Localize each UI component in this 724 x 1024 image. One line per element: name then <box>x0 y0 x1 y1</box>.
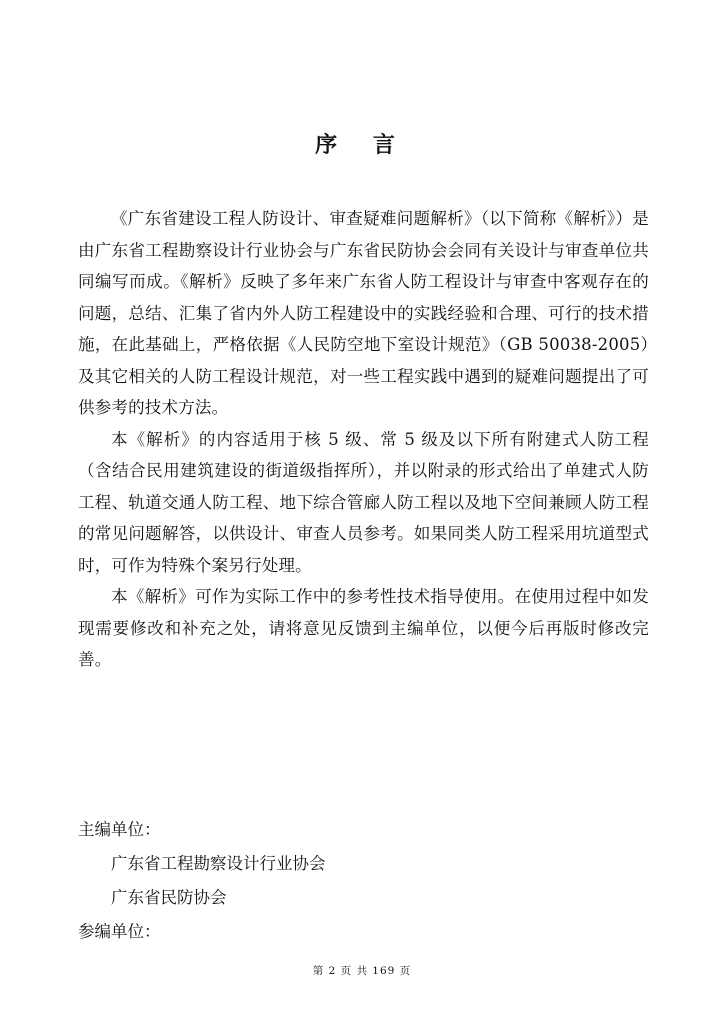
paragraph-1: 《广东省建设工程人防设计、审查疑难问题解析》（以下简称《解析》）是由广东省工程勘察设计行业协会与广东省民防协会会同有关设计与审查单位共同编写而成。《解析》反映了多年来广东省人防工程设计与审查中客观存在的问题，总结、汇集了省内外人防工程建设中的实践经验和合理、可行的技术措施，在此基础上，严格依据《人民防空地下室设计规范》（GB 50038-2005）及其它相关的人防工程设计规范，对一些工程实践中遇到的疑难问题提出了可供参考的技术方法。 <box>78 209 649 417</box>
paragraph-2: 本《解析》的内容适用于核 5 级、常 5 级及以下所有附建式人防工程（含结合民用建筑建设的街道级指挥所），并以附录的形式给出了单建式人防工程、轨道交通人防工程、地下综合管廊人防工程以及地下空间兼顾人防工程的常见问题解答，以供设计、审查人员参考。如果同类人防工程采用坑道型式时，可作为特殊个案另行处理。 <box>78 429 649 575</box>
paragraph-3: 本《解析》可作为实际工作中的参考性技术指导使用。在使用过程中如发现需要修改和补充之处，请将意见反馈到主编单位，以便今后再版时修改完善。 <box>78 587 649 669</box>
editor-units <box>78 813 649 949</box>
page-number-footer: 第 2 页 共 169 页 <box>312 965 412 977</box>
chief-editor-org-2: 广东省民防协会 <box>111 888 227 907</box>
chief-editor-label: 主编单位： <box>78 820 161 839</box>
chief-editor-org-1: 广东省工程勘察设计行业协会 <box>111 854 326 873</box>
participating-editor-label: 参编单位： <box>78 922 161 941</box>
preface-body <box>78 203 649 676</box>
page-title: 序 言 <box>315 132 409 158</box>
